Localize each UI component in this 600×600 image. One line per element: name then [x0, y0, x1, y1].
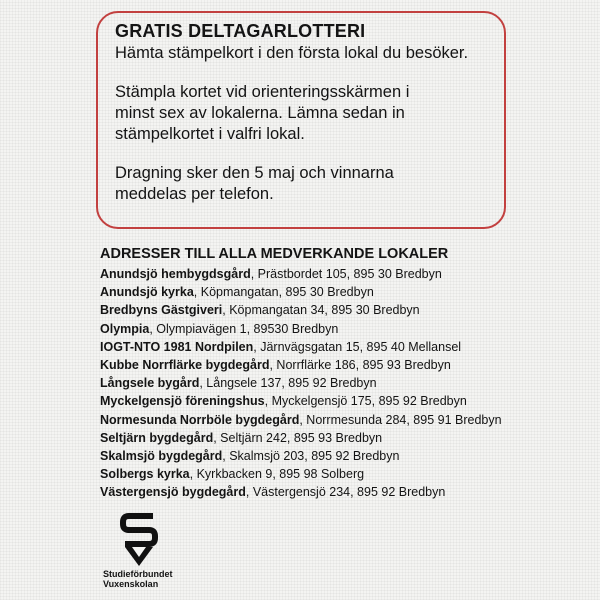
address-item	[100, 356, 570, 374]
venue-address: , Myckelgensjö 175, 895 92 Bredbyn	[264, 394, 467, 409]
venue-name: Långsele bygård	[100, 376, 200, 391]
venue-address: , Långsele 137, 895 92 Bredbyn	[199, 376, 377, 391]
lottery-box	[96, 11, 506, 229]
venue-address: , Seltjärn 242, 895 93 Bredbyn	[213, 430, 383, 445]
logo-text-line1: Studieförbundet	[103, 569, 173, 579]
venue-name: IOGT-NTO 1981 Nordpilen	[100, 339, 254, 354]
venue-name: Anundsjö kyrka	[100, 285, 194, 300]
venue-address: , Västergensjö 234, 895 92 Bredbyn	[245, 485, 446, 500]
lottery-text-line: stämpelkortet i valfri lokal.	[115, 125, 305, 143]
address-item	[100, 338, 570, 356]
venue-address: , Norrflärke 186, 895 93 Bredbyn	[269, 358, 451, 373]
venue-address: , Skalmsjö 203, 895 92 Bredbyn	[222, 449, 400, 464]
logo-text-line2: Vuxenskolan	[103, 579, 159, 589]
lottery-text-line: meddelas per telefon.	[115, 185, 274, 203]
venue-address: , Norrmesunda 284, 895 91 Bredbyn	[299, 412, 502, 427]
lottery-text-line: Hämta stämpelkort i den första lokal du besöker.	[115, 44, 469, 62]
address-item	[100, 301, 570, 319]
venue-name: Solbergs kyrka	[100, 467, 190, 482]
address-item	[100, 447, 570, 465]
venue-address: , Järnvägsgatan 15, 895 40 Mellansel	[253, 339, 462, 354]
lottery-title: GRATIS DELTAGARLOTTERI	[115, 21, 366, 41]
lottery-text-line: minst sex av lokalerna. Lämna sedan in	[115, 104, 405, 122]
venue-address: , Olympiavägen 1, 89530 Bredbyn	[149, 321, 339, 336]
venue-address: , Kyrkbacken 9, 895 98 Solberg	[189, 467, 365, 482]
address-item	[100, 265, 570, 283]
venue-name: Skalmsjö bygdegård	[100, 449, 223, 464]
venue-name: Olympia	[100, 321, 150, 336]
address-heading: ADRESSER TILL ALLA MEDVERKANDE LOKALER	[100, 246, 449, 262]
venue-name: Normesunda Norrböle bygdegård	[100, 412, 300, 427]
address-item	[100, 483, 570, 501]
venue-name: Bredbyns Gästgiveri	[100, 303, 223, 318]
address-item	[100, 320, 570, 338]
address-item	[100, 411, 570, 429]
address-item	[100, 283, 570, 301]
organization-logo	[99, 512, 209, 600]
venue-address: , Prästbordet 105, 895 30 Bredbyn	[250, 267, 442, 281]
address-item	[100, 374, 570, 392]
logo-text	[99, 569, 209, 589]
venue-name: Anundsjö hembygdsgård	[100, 267, 251, 281]
venue-name: Kubbe Norrflärke bygdegård	[100, 358, 270, 373]
address-item	[100, 465, 570, 483]
venue-name: Seltjärn bygdegård	[100, 430, 214, 445]
venue-name: Myckelgensjö föreningshus	[100, 394, 265, 409]
address-item	[100, 429, 570, 447]
address-item	[100, 392, 570, 410]
lottery-text-line: Dragning sker den 5 maj och vinnarna	[115, 164, 394, 182]
venue-address: , Köpmangatan, 895 30 Bredbyn	[193, 285, 374, 300]
venue-address: , Köpmangatan 34, 895 30 Bredbyn	[222, 303, 420, 318]
venue-name: Västergensjö bygdegård	[100, 485, 246, 500]
svo-logo-icon	[119, 512, 159, 567]
lottery-text-line: Stämpla kortet vid orienteringsskärmen i	[115, 83, 410, 101]
address-list	[100, 244, 570, 502]
